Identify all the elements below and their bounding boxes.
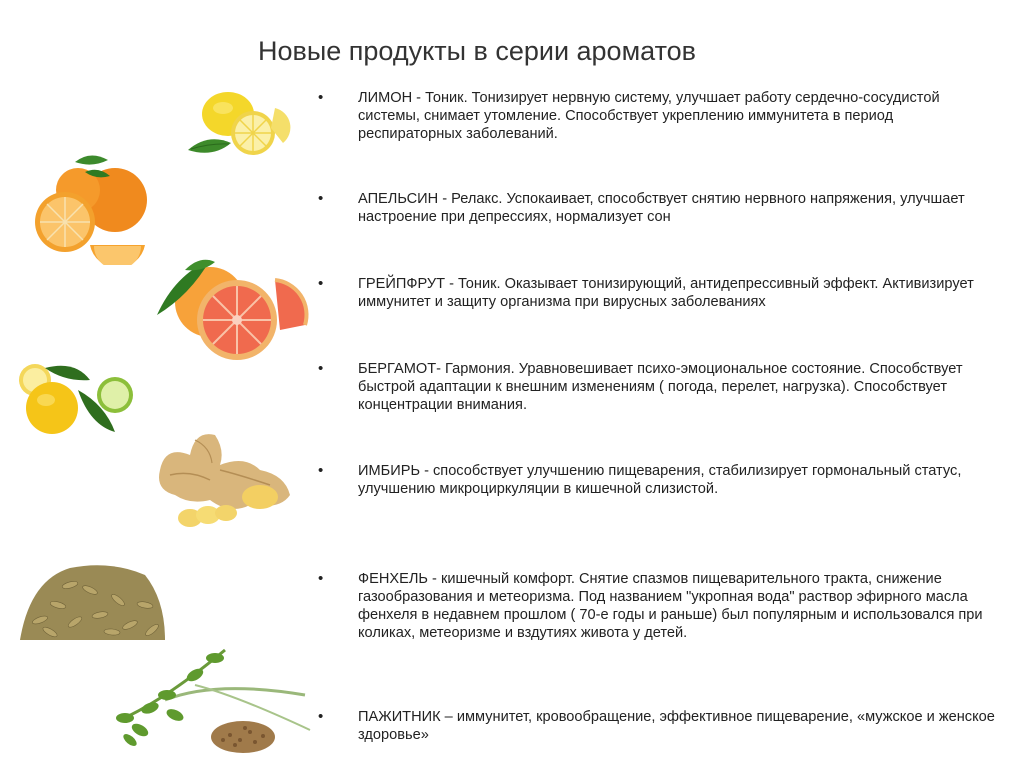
item-text: ЛИМОН - Тоник. Тонизирует нервную систему, улучшает работу сердечно-сосудистой системы, снимает утомление. Способствует укреплению иммунитета в период респираторных заболеваний. [358,90,940,142]
fennel-seeds-image [20,560,165,645]
item-text: АПЕЛЬСИН - Релакс. Успокаивает, способствует снятию нервного напряжения, улучшает настроение при депрессиях, нормализует сон [358,191,965,225]
item-text: ФЕНХЕЛЬ - кишечный комфорт. Снятие спазмов пищеварительного тракта, снижение газообразования и метеоризма. Под названием "укропная вода" раствор эфирного масла фенхеля в недавнем прошлом ( 70-е годы и раньше) был популярным и использовался при коликах, метеоризме и вздутиях живота у детей. [358,571,983,641]
bullet: • [318,190,324,207]
bullet: • [318,462,324,479]
bullet: • [318,89,324,106]
slide-title: Новые продукты в серии ароматов [258,36,696,66]
item-text: ПАЖИТНИК – иммунитет, кровообращение, эффективное пищеварение, «мужское и женское здоровье» [358,709,995,743]
item-text: ИМБИРЬ - способствует улучшению пищеварения, стабилизирует гормональный статус, улучшению микроциркуляции в кишечной слизистой. [358,463,962,497]
bergamot-image [10,360,140,440]
orange-image [30,150,155,265]
grapefruit-image [155,250,315,365]
bullet: • [318,360,324,377]
lemon-image [183,88,293,163]
bullet: • [318,570,324,587]
item-text: БЕРГАМОТ- Гармония. Уравновешивает психо-эмоциональное состояние. Способствует быстрой адаптации к внешним изменениям ( погода, перелет, нагрузка). Способствует концентрации внимания. [358,361,963,413]
item-text: ГРЕЙПФРУТ - Тоник. Оказывает тонизирующий, антидепрессивный эффект. Активизирует иммунитет и защиту организма при вирусных заболеваниях [358,276,974,310]
bullet: • [318,275,324,292]
ginger-image [150,425,305,535]
fenugreek-image [105,640,320,760]
bullet: • [318,708,324,725]
